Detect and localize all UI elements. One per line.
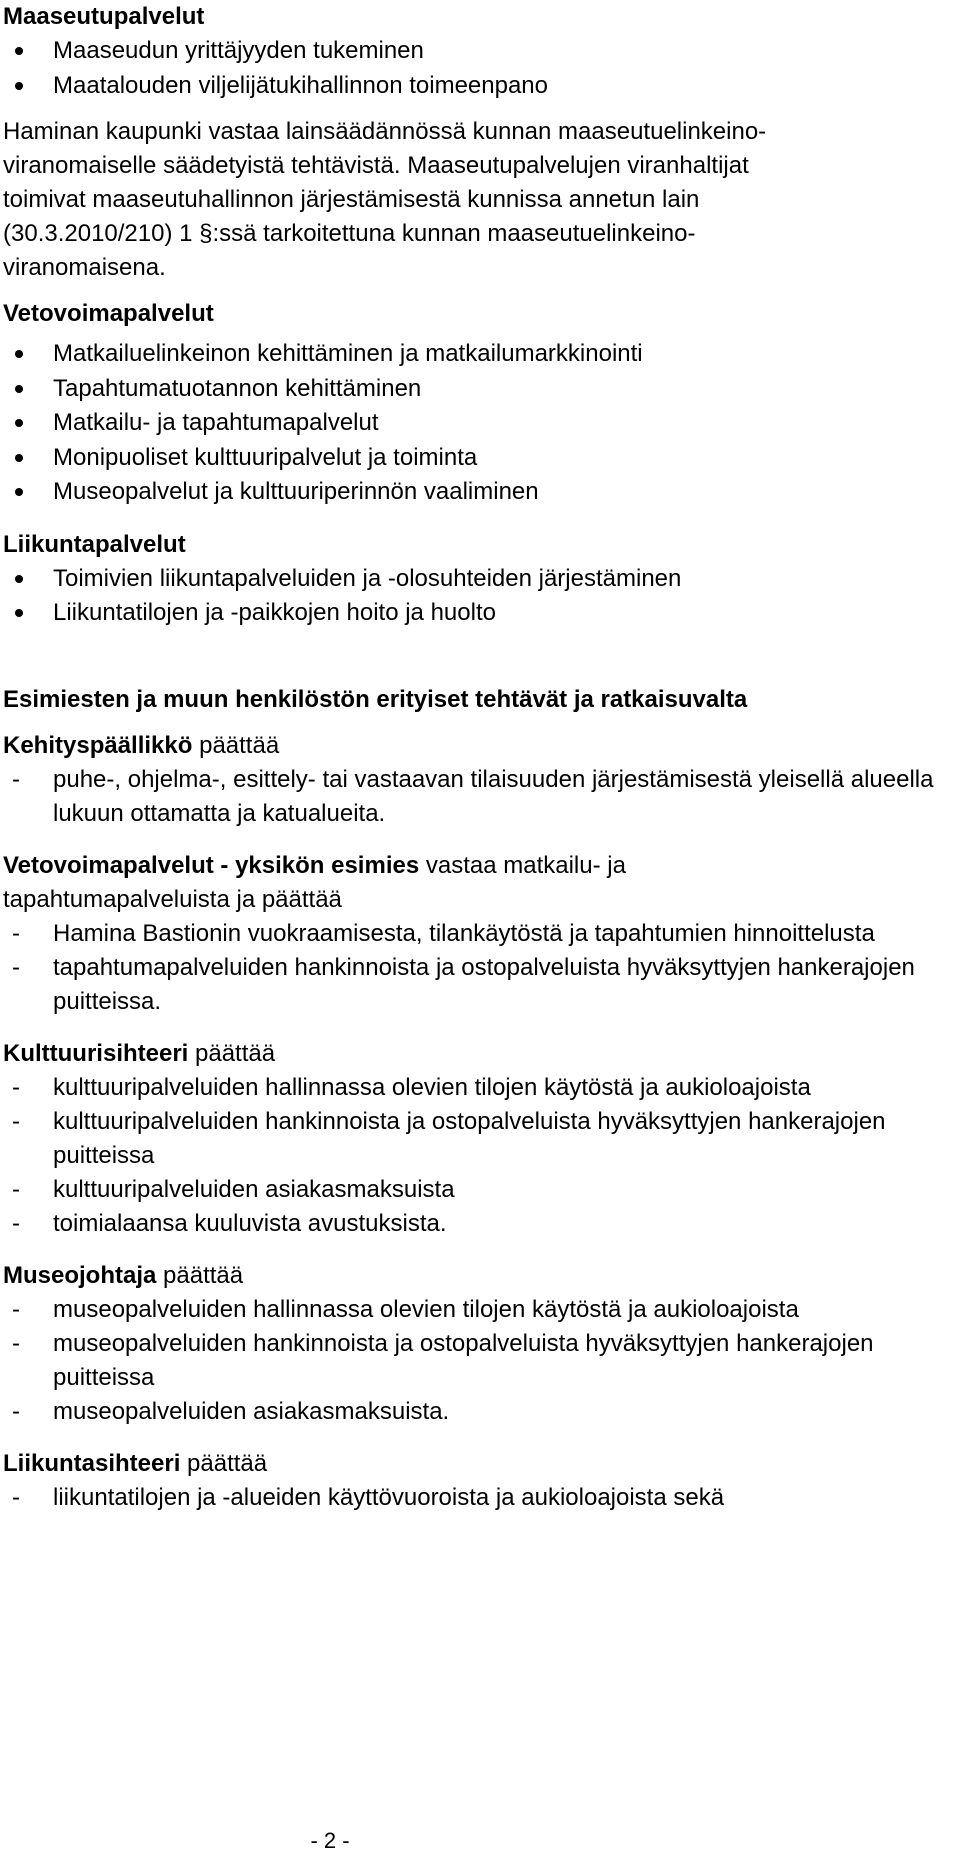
bullet-icon xyxy=(15,419,23,427)
dash-list-liikuntasihteeri xyxy=(3,1481,942,1515)
list-item: Museopalvelut ja kulttuuriperinnön vaaliminen xyxy=(3,475,942,510)
bullet-icon xyxy=(15,488,23,496)
section-title-esimiehet: Esimiesten ja muun henkilöstön erityiset tehtävät ja ratkaisuvalta xyxy=(3,685,748,713)
list-item: - Hamina Bastionin vuokraamisesta, tilankäytöstä ja tapahtumien hinnoittelusta xyxy=(12,919,875,947)
list-item: Maaseudun yrittäjyyden tukeminen xyxy=(3,34,942,69)
bullet-icon xyxy=(15,82,23,90)
list-item: - toimialaansa kuuluvista avustuksista. xyxy=(12,1209,447,1237)
list-item: Toimivien liikuntapalveluiden ja -olosuhteiden järjestäminen xyxy=(3,562,942,597)
dash-list-vetovoima-esimies xyxy=(3,917,942,1019)
bullet-list-vetovoima xyxy=(3,337,942,510)
bullet-list-maaseutu xyxy=(3,34,942,103)
role-kulttuurisihteeri: Kulttuurisihteeri päättää xyxy=(3,1039,276,1067)
bullet-icon xyxy=(15,575,23,583)
bullet-icon xyxy=(15,350,23,358)
list-item: Liikuntatilojen ja -paikkojen hoito ja huolto xyxy=(3,596,942,631)
list-item: Matkailuelinkeinon kehittäminen ja matkailumarkkinointi xyxy=(3,337,942,372)
bullet-icon xyxy=(15,47,23,55)
bullet-icon xyxy=(15,609,23,617)
section-title-liikuntapalvelut: Liikuntapalvelut xyxy=(3,530,186,558)
dash-list-museo xyxy=(3,1293,942,1429)
role-museojohtaja: Museojohtaja päättää xyxy=(3,1261,244,1289)
dash-list-kulttuuri xyxy=(3,1071,942,1241)
list-item: - tapahtumapalveluiden hankinnoista ja ostopalveluista hyväksyttyjen hankerajojen puitteissa. xyxy=(12,953,915,1015)
document-page: Maaseutupalvelut Maaseudun yrittäjyyden tukeminen Maatalouden viljelijätukihallinnon toimeenpano Haminan kaupunki vastaa lainsäädännössä kunnan maaseutuelinkeino- viranomaiselle säädetyistä tehtävistä. Maaseutupalvelujen viranhaltijat toimivat maaseutuhallinnon järjestämisestä kunnissa annetun lain (30.3.2010/210) 1 §:ssä tarkoitettuna kunnan maaseutuelinkeino- viranomaisena. Vetovoimapalvelut Matkailuelinkeinon kehittäminen ja matkailumarkkinointi Tapahtumatuotannon kehittäminen Matkailu- ja tapahtumapalvelut Monipuoliset kulttuuripalvelut ja toiminta Museopalvelut ja kulttuuriperinnön vaaliminen Liikuntapalvelut Toimivien liikuntapalveluiden ja -olosuhteiden järjestäminen Liikuntatilojen ja -paikkojen hoito ja huolto Esimiesten ja muun henkilöstön erityiset tehtävät ja ratkaisuvalta Kehityspäällikkö päättää - puhe-, ohjelma-, esittely- tai vastaavan tilaisuuden järjestämisestä yleisellä alueella lukuun ottamatta ja katualueita. Vetovoimapalvelut - yksikön esimies vastaa matkailu- ja tapahtumapalveluista ja päättää - Hamina Bastionin vuokraamisesta, tilankäytöstä ja tapahtumien hinnoittelusta - tapahtumapalveluiden hankinnoista ja ostopalveluista hyväksyttyjen hankerajojen puitteissa. Kulttuurisihteeri päättää - kulttuuripalveluiden hallinnassa olevien tilojen käytöstä ja aukioloajoista - kulttuuripalveluiden hankinnoista ja ostopalveluista hyväksyttyjen hankerajojen puitteissa - kulttuuripalveluiden asiakasmaksuista - toimialaansa kuuluvista avustuksista. Museojohtaja päättää - museopalveluiden hallinnassa olevien tilojen käytöstä ja aukioloajoista - museopalveluiden hankinnoista ja ostopalveluista hyväksyttyjen hankerajojen puitteissa - museopalveluiden asiakasmaksuista. Liikuntasihteeri päättää - liikuntatilojen ja -alueiden käyttövuoroista ja aukioloajoista sekä - 2 - xyxy=(0,0,960,1857)
list-item: - kulttuuripalveluiden asiakasmaksuista xyxy=(12,1175,455,1203)
list-item: Tapahtumatuotannon kehittäminen xyxy=(3,372,942,407)
list-item: - kulttuuripalveluiden hallinnassa olevien tilojen käytöstä ja aukioloajoista xyxy=(12,1073,811,1101)
list-item: - museopalveluiden hankinnoista ja ostopalveluista hyväksyttyjen hankerajojen puitteissa xyxy=(12,1329,874,1391)
paragraph-maaseutu: Haminan kaupunki vastaa lainsäädännössä kunnan maaseutuelinkeino- viranomaiselle säädetyistä tehtävistä. Maaseutupalvelujen viranhaltijat toimivat maaseutuhallinnon järjestämisestä kunnissa annetun lain (30.3.2010/210) 1 §:ssä tarkoitettuna kunnan maaseutuelinkeino- viranomaisena. xyxy=(3,118,767,281)
list-item: Matkailu- ja tapahtumapalvelut xyxy=(3,406,942,441)
bullet-icon xyxy=(15,454,23,462)
bullet-list-liikunta xyxy=(3,562,942,631)
section-title-vetovoimapalvelut: Vetovoimapalvelut xyxy=(3,300,214,327)
list-item: - puhe-, ohjelma-, esittely- tai vastaavan tilaisuuden järjestämisestä yleisellä alueella lukuun ottamatta ja katualueita. xyxy=(12,765,934,827)
list-item: - museopalveluiden asiakasmaksuista. xyxy=(12,1397,450,1425)
list-item: - liikuntatilojen ja -alueiden käyttövuoroista ja aukioloajoista sekä xyxy=(12,1483,725,1511)
bullet-icon xyxy=(15,385,23,393)
role-liikuntasihteeri: Liikuntasihteeri päättää xyxy=(3,1449,268,1477)
list-item: - museopalveluiden hallinnassa olevien tilojen käytöstä ja aukioloajoista xyxy=(12,1295,799,1323)
section-title-maaseutupalvelut: Maaseutupalvelut xyxy=(3,3,205,30)
role-vetovoima-esimies: Vetovoimapalvelut - yksikön esimies vastaa matkailu- ja xyxy=(3,851,626,879)
dash-list-kehitys xyxy=(3,763,942,831)
list-item: Monipuoliset kulttuuripalvelut ja toiminta xyxy=(3,441,942,476)
list-item: Maatalouden viljelijätukihallinnon toimeenpano xyxy=(3,69,942,104)
list-item: - kulttuuripalveluiden hankinnoista ja ostopalveluista hyväksyttyjen hankerajojen puitteissa xyxy=(12,1107,886,1169)
role-kehityspaallikko: Kehityspäällikkö päättää xyxy=(3,731,280,759)
page-number: - 2 - xyxy=(310,1828,350,1853)
